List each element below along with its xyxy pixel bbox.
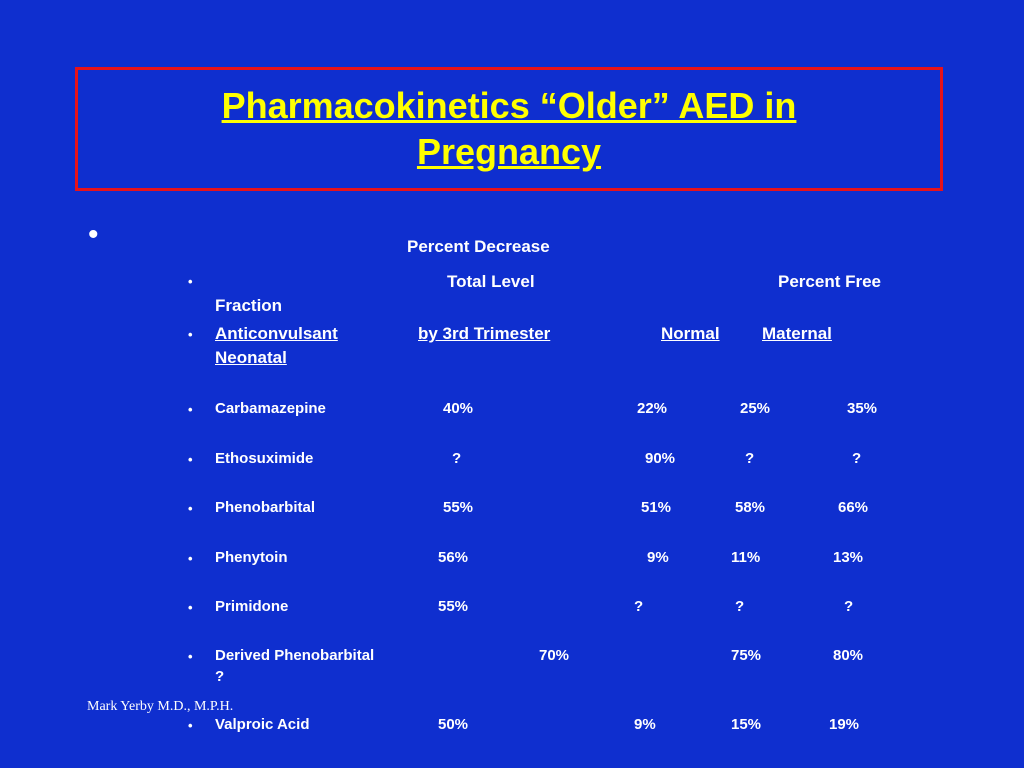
footer-author: Mark Yerby M.D., M.P.H.: [87, 699, 234, 714]
header-neonatal: Neonatal: [215, 348, 287, 367]
normal-value: 22%: [637, 400, 668, 417]
header-percent-free: Percent Free: [778, 272, 881, 291]
sub-bullet: •: [188, 501, 193, 516]
sub-bullet: •: [188, 649, 193, 664]
total-level-value: 40%: [443, 400, 474, 417]
sub-bullet: •: [188, 452, 193, 467]
neonatal-value: 80%: [833, 647, 864, 664]
normal-value: 51%: [641, 499, 672, 516]
main-bullet: •: [88, 218, 99, 251]
sub-bullet: •: [188, 402, 193, 417]
header-fraction: Fraction: [215, 296, 283, 315]
maternal-value: ?: [735, 598, 745, 615]
sub-bullet: •: [188, 600, 193, 615]
normal-value: 9%: [634, 716, 656, 733]
normal-value: 9%: [647, 549, 669, 566]
neonatal-value: 35%: [847, 400, 878, 417]
total-level-value: 55%: [443, 499, 474, 516]
title-box: [75, 67, 943, 191]
maternal-value: ?: [745, 450, 755, 467]
neonatal-value: 13%: [833, 549, 864, 566]
maternal-value: 15%: [731, 716, 762, 733]
drug-name: Phenytoin: [215, 549, 288, 566]
drug-name: Primidone: [215, 598, 289, 615]
sub-bullet: •: [188, 718, 193, 733]
drug-name: Valproic Acid: [215, 716, 310, 733]
maternal-value: 75%: [731, 647, 762, 664]
header-anticonvulsant: Anticonvulsant: [215, 324, 338, 343]
total-level-value: 70%: [539, 647, 570, 664]
drug-name: Phenobarbital: [215, 499, 316, 516]
sub-bullet: •: [188, 327, 193, 342]
neonatal-value: 19%: [829, 716, 860, 733]
header-total-level: Total Level: [447, 272, 535, 291]
header-maternal: Maternal: [762, 324, 832, 343]
header-by-trimester: by 3rd Trimester: [418, 324, 551, 343]
neonatal-value: 66%: [838, 499, 869, 516]
header-normal: Normal: [661, 324, 720, 343]
drug-name: Derived Phenobarbital: [215, 647, 375, 664]
normal-value: ?: [634, 598, 644, 615]
sub-bullet: •: [188, 551, 193, 566]
extra-value: ?: [215, 668, 225, 685]
total-level-value: 55%: [438, 598, 469, 615]
slide-title: [222, 83, 797, 175]
normal-value: 90%: [645, 450, 676, 467]
title-line-2: Pregnancy: [416, 131, 602, 172]
neonatal-value: ?: [844, 598, 854, 615]
maternal-value: 11%: [731, 549, 761, 566]
total-level-value: 50%: [438, 716, 469, 733]
drug-name: Carbamazepine: [215, 400, 326, 417]
total-level-value: 56%: [438, 549, 469, 566]
total-level-value: ?: [452, 450, 462, 467]
maternal-value: 58%: [735, 499, 766, 516]
maternal-value: 25%: [740, 400, 771, 417]
neonatal-value: ?: [852, 450, 862, 467]
drug-name: Ethosuximide: [215, 450, 314, 467]
title-line-1: Pharmacokinetics “Older” AED in: [221, 85, 797, 126]
percent-decrease-heading: Percent Decrease: [407, 237, 550, 256]
sub-bullet: •: [188, 274, 193, 289]
